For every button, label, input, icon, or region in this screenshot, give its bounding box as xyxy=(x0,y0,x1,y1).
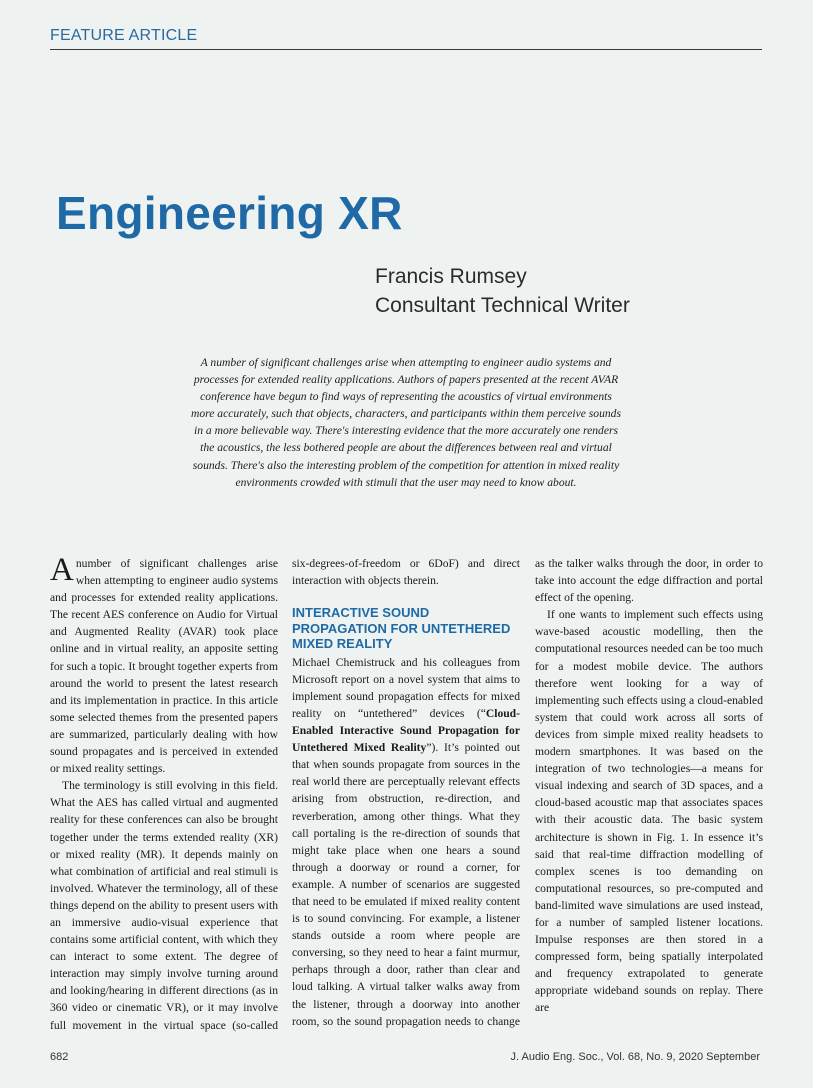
body-column-3 xyxy=(535,555,763,1017)
body-column-1 xyxy=(50,552,278,1034)
drop-cap: A xyxy=(50,552,74,588)
journal-citation: J. Audio Eng. Soc., Vol. 68, No. 9, 2020 September xyxy=(510,1051,760,1063)
byline xyxy=(375,262,630,320)
header-rule xyxy=(50,49,762,50)
paragraph-chemistruck: as the talker walks through the door, in order to take into account the edge diffraction and portal effect of the opening. xyxy=(535,557,763,605)
page-number: 682 xyxy=(50,1051,69,1063)
author-role: Consultant Technical Writer xyxy=(375,294,630,317)
cited-paper-title: Cloud-Enabled Interactive Sound Propagation for Untethered Mixed Reality xyxy=(292,706,520,755)
body-column-2 xyxy=(292,555,520,1030)
paragraph-terminology: The terminology is still evolving in this field. What the AES has called virtual and augmented reality for these conferences can also be brought together under the terms extended reality (XR) or mixed reality (MR). It depends mainly on what combination of artificial and real stimuli is involved. Whatever the terminology, all of these things depend on the ability to present users with an immersive audio-visual experience that contains some artificial content, with which they can interact to some extent. The degree of interaction may simply involve turning around and looking/hearing in different directions (as in 360 video or cinematic VR), or it may involve full movement in the virtual space (so-called xyxy=(50,779,278,1032)
paragraph-implementation: If one wants to implement such effects using wave-based acoustic modelling, then the computational resources needed can be too much for a modest mobile device. The authors therefore went looking for a way of implementing such effects using a cloud-enabled system that could work across all sorts of devices from simple mixed reality headsets to modern smartphones. It was based on the integration of two technologies—a means for visual indexing and search of 3D spaces, and a cloud-based acoustic map that associates spaces with their acoustic data. The basic system architecture is shown in Fig. 1. In essence it’s said that real-time diffraction modelling of complex scenes is too demanding on computational resources, so pre-computed and band-limited wave simulations are used instead, for a number of sampled listener locations. Impulse responses are then stored in a compressed form, being spatially interpolated and frequency extrapolated to generate appropriate wideband sounds on replay. There are xyxy=(535,608,763,1015)
abstract: A number of significant challenges arise when attempting to engineer audio systems and processes for extended reality applications. Authors of papers presented at the recent AVAR conference have begun to find ways of representing the acoustics of virtual environments more accurately, such that objects, characters, and participants within them perceive sounds in a more believable way. There's interesting evidence that the more accurately one renders the acoustics, the less bothered people are about the differences between real and virtual sounds. There's also the interesting problem of the competition for attention in mixed reality environments crowded with stimuli that the user may need to know about. xyxy=(191,356,621,489)
paragraph-chemistruck: Michael Chemistruck and his colleagues from Microsoft report on a novel system that aims to implement sound propagation effects for mixed reality on “untethered” devices (“Cloud-Enabled Interactive Sound Propagation for Untethered Mixed Reality”). It’s pointed out that when sounds propagate from sources in the real world there are perceptually relevant effects arising from obstruction, re-direction, and reverberation, among other things. What they call portaling is the re-direction of sounds that might take place when one hears a sound through a doorway or round a corner, for example. A number of scenarios are suggested that need to be emulated if mixed reality content is to sound convincing. For example, a listener stands outside a room where people are conversing, so they need to hear a faint murmur, perhaps through a door, rather than clear and loud talking. A virtual talker walks away from the listener, through a doorway into another room, so the sound propagation needs to change xyxy=(292,655,520,1028)
section-label: FEATURE ARTICLE xyxy=(50,27,198,44)
paragraph-intro: Anumber of significant challenges arise when attempting to engineer audio systems and processes for extended reality applications. The recent AES conference on Audio for Virtual and Augmented Reality (AVAR) took place online and in virtual reality, an apposite setting for such a topic. It brought together experts from around the world to present the latest research and its implementation in practice. In this article some selected themes from the presented papers are summarized, particularly dealing with how sound propagates and is perceived in extended or mixed reality settings. xyxy=(50,552,278,776)
paragraph-terminology: six-degrees-of-freedom or 6DoF) and direct interaction with objects therein. xyxy=(292,557,520,588)
author-name: Francis Rumsey xyxy=(375,265,527,288)
article-title: Engineering XR xyxy=(56,187,403,239)
section-heading: INTERACTIVE SOUND PROPAGATION FOR UNTETHERED MIXED REALITY xyxy=(292,605,511,652)
